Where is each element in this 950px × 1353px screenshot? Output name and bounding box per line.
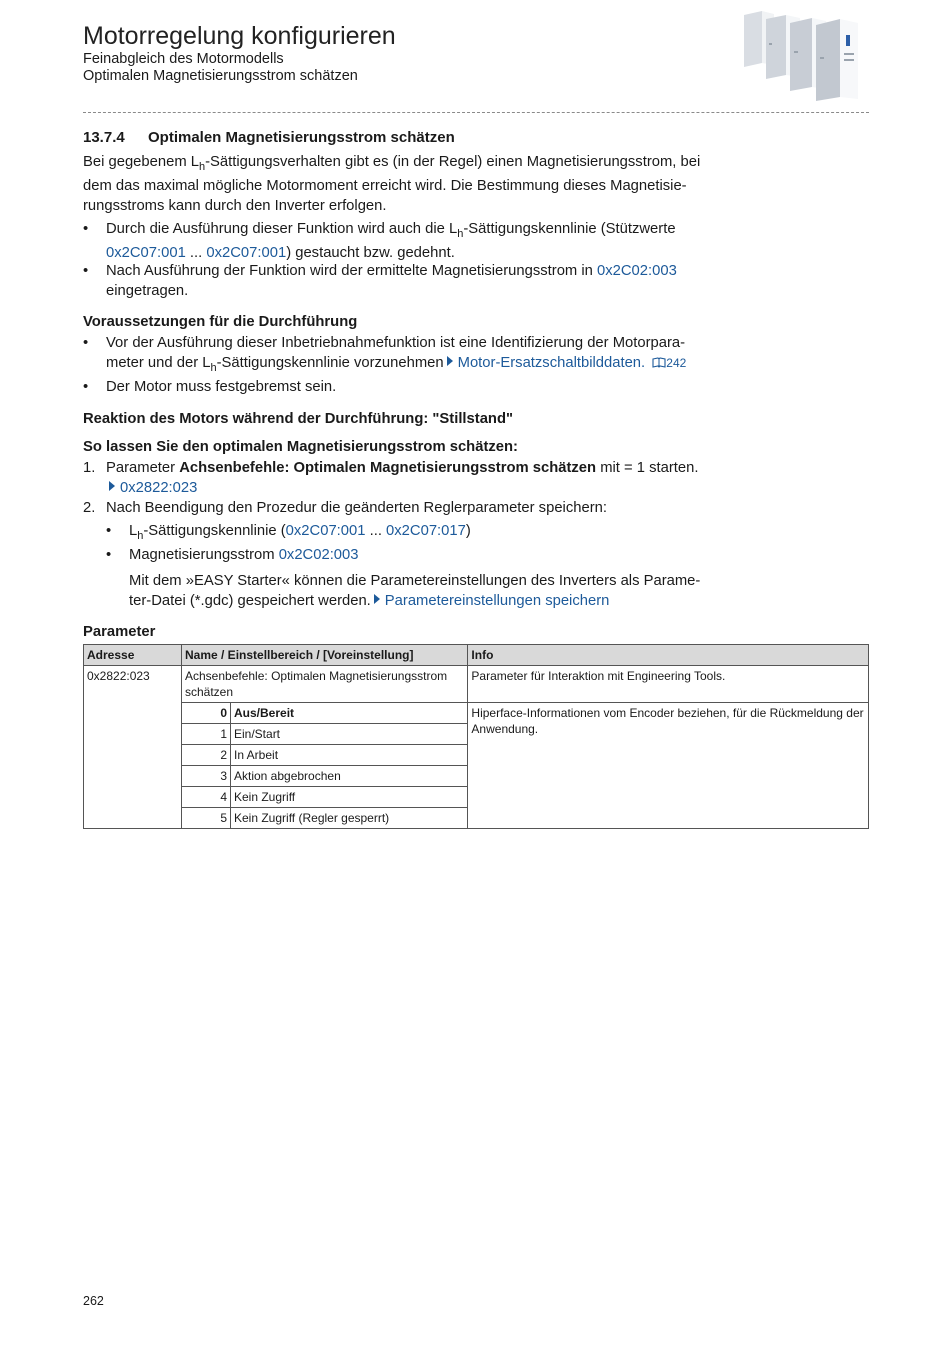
link-arrow-icon (374, 594, 380, 604)
inverter-product-image (740, 5, 870, 105)
option-value: 0 (182, 703, 231, 724)
reaction-heading: Reaktion des Motors während der Durchführung: "Stillstand" (83, 411, 514, 427)
option-label: Kein Zugriff (Regler gesperrt) (231, 808, 468, 829)
option-value: 3 (182, 766, 231, 787)
step-2: 2. Nach Beendigung den Prozedur die geänderten Reglerparameter speichern: (83, 500, 607, 516)
option-value: 1 (182, 724, 231, 745)
option-label: Ein/Start (231, 724, 468, 745)
col-header-address: Adresse (84, 645, 182, 666)
option-value: 4 (182, 787, 231, 808)
table-row-option (84, 703, 869, 724)
intro-bullet-1: • Durch die Ausführung dieser Funktion wird auch die $L_h$-Sättigungskennlinie (Stützwerte 0x2C07:001 ... 0x2C07:001) gestaucht bzw. gedehnt. (83, 221, 676, 261)
option-label: Aus/Bereit (231, 703, 468, 724)
cell-info: Parameter für Interaktion mit Engineering Tools. (468, 666, 869, 703)
section-title: Optimalen Magnetisierungsstrom schätzen (148, 129, 455, 146)
option-label: Kein Zugriff (231, 787, 468, 808)
cell-info-options: Hiperface-Informationen vom Encoder beziehen, für die Rückmeldung der Anwendung. (468, 703, 869, 829)
page-header-subtitle: Feinabgleich des Motormodells (83, 51, 284, 67)
step-1: 1. Parameter Achsenbefehle: Optimalen Magnetisierungsstrom schätzen mit = 1 starten. 0x2822:023 (83, 460, 699, 496)
cell-name: Achsenbefehle: Optimalen Magnetisierungsstrom schätzen (182, 666, 468, 703)
howto-heading: So lassen Sie den optimalen Magnetisierungsstrom schätzen: (83, 439, 518, 455)
step-2-sub-1: • $L_h$-Sättigungskennlinie (0x2C07:001 ... 0x2C07:017) (106, 523, 471, 542)
table-header-row (84, 645, 869, 666)
link-arrow-icon (447, 356, 453, 366)
table-row (84, 666, 869, 703)
option-label: In Arbeit (231, 745, 468, 766)
page-number: 262 (83, 1294, 104, 1308)
link-0x2c07-017[interactable]: 0x2C07:017 (386, 523, 466, 539)
link-parametereinstellungen-speichern[interactable]: Parametereinstellungen speichern (384, 593, 610, 609)
prereq-heading: Voraussetzungen für die Durchführung (83, 314, 358, 330)
option-value: 2 (182, 745, 231, 766)
link-0x2c02-003-b[interactable]: 0x2C02:003 (278, 547, 359, 563)
link-0x2822-023[interactable]: 0x2822:023 (120, 480, 198, 496)
page-ref-link[interactable]: 242 (666, 356, 687, 370)
book-icon (652, 354, 666, 374)
cell-address: 0x2822:023 (84, 666, 182, 829)
col-header-name: Name / Einstellbereich / [Voreinstellung] (182, 645, 468, 666)
col-header-info: Info (468, 645, 869, 666)
page-header-subtitle-2: Optimalen Magnetisierungsstrom schätzen (83, 68, 358, 84)
parameter-heading: Parameter (83, 624, 156, 640)
option-value: 5 (182, 808, 231, 829)
section-number: 13.7.4 (83, 129, 125, 146)
prereq-bullet-1: • Vor der Ausführung dieser Inbetriebnahmefunktion ist eine Identifizierung der Motorpara- meter und der $L_h$-Sättigungskennlinie vorzunehmen Motor-Ersatzschaltbilddaten. 242 (83, 335, 687, 374)
option-label: Aktion abgebrochen (231, 766, 468, 787)
prereq-bullet-2: • Der Motor muss festgebremst sein. (83, 379, 337, 395)
link-arrow-icon (109, 481, 115, 491)
header-divider (83, 112, 869, 113)
link-0x2c07-001-b[interactable]: 0x2C07:001 (285, 523, 366, 539)
link-0x2c07-001[interactable]: 0x2C07:001 (106, 245, 186, 261)
parameter-table (83, 644, 869, 829)
step-2-sub-2: • Magnetisierungsstrom 0x2C02:003 (106, 547, 359, 563)
link-0x2c02-003[interactable]: 0x2C02:003 (597, 263, 677, 279)
intro-bullet-2: • Nach Ausführung der Funktion wird der ermittelte Magnetisierungsstrom in 0x2C02:003 eingetragen. (83, 263, 677, 299)
intro-paragraph: Bei gegebenem $L_h$-Sättigungsverhalten gibt es (in der Regel) einen Magnetisierungsstrom, bei dem das maximal mögliche Motormoment erreicht wird. Die Bestimmung dieses Magnetisie- rungsstroms kann durch den Inverter erfolgen. (83, 154, 701, 214)
easy-starter-note: Mit dem »EASY Starter« können die Parametereinstellungen des Inverters als Parame- ter-Datei (*.gdc) gespeichert werden. Parametereinstellungen speichern (129, 573, 701, 609)
link-motor-ersatzschaltbilddaten[interactable]: Motor-Ersatzschaltbilddaten. (457, 355, 646, 371)
link-0x2c07-001-end[interactable]: 0x2C07:001 (206, 245, 287, 261)
page-header-title: Motorregelung konfigurieren (83, 22, 396, 50)
